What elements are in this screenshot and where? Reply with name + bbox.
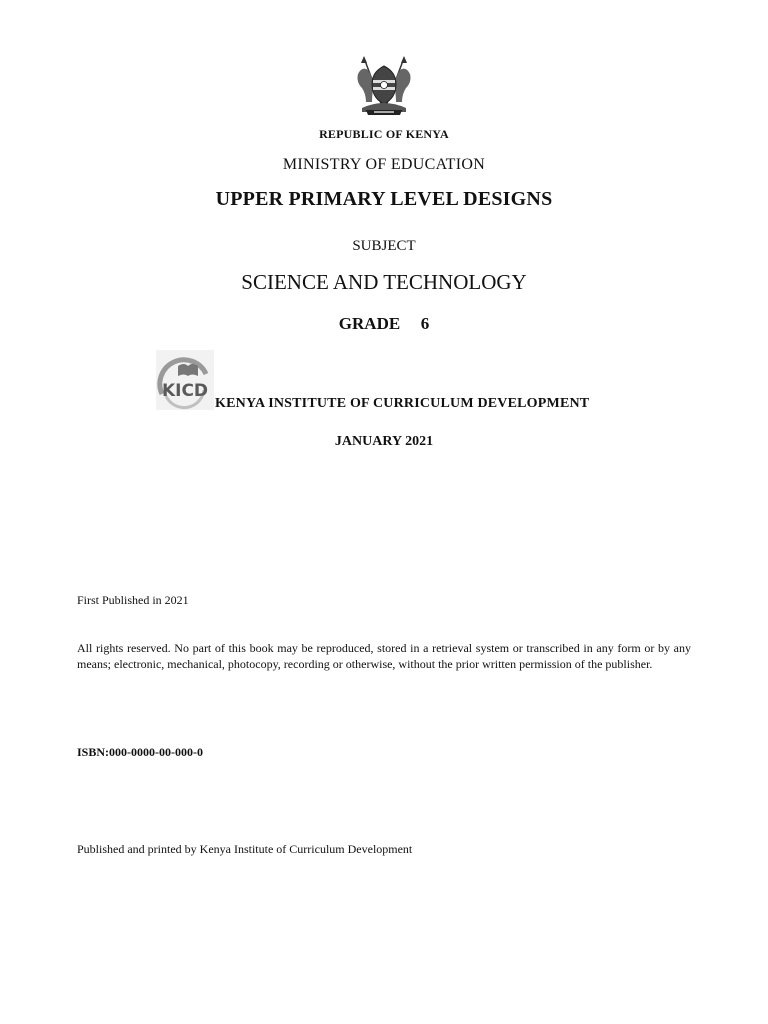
ministry-heading: MINISTRY OF EDUCATION [282, 156, 486, 173]
isbn-number: ISBN:000-0000-00-000-0 [77, 745, 203, 759]
subject-label: SUBJECT [352, 238, 416, 254]
kicd-logo-icon [156, 350, 214, 410]
grade-label: GRADE 6 [338, 314, 430, 333]
first-published-note: First Published in 2021 [77, 593, 189, 607]
rights-reserved-paragraph: All rights reserved. No part of this book may be reproduced, stored in a retrieval system or transcribed in any form or by any means; electronic, mechanical, photocopy, recording or otherwise, without the prior written permission of the publisher. [77, 641, 691, 671]
publisher-note: Published and printed by Kenya Institute of Curriculum Development [77, 842, 413, 856]
republic-heading: REPUBLIC OF KENYA [319, 127, 449, 141]
subject-name: SCIENCE AND TECHNOLOGY [241, 270, 527, 294]
institute-name: KENYA INSTITUTE OF CURRICULUM DEVELOPMENT [215, 396, 590, 411]
publication-date: JANUARY 2021 [334, 434, 434, 449]
kenya-coat-of-arms-icon [352, 54, 416, 116]
kicd-logo-text: KICD [161, 381, 209, 401]
level-title: UPPER PRIMARY LEVEL DESIGNS [215, 188, 553, 210]
